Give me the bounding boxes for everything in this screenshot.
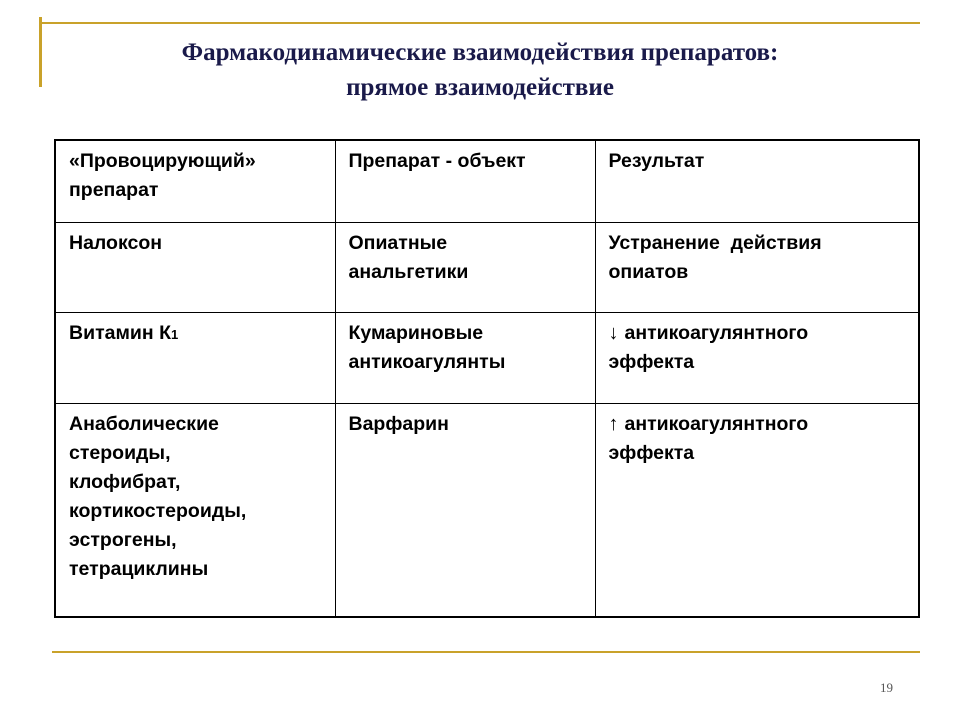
up-arrow-icon: ↑ <box>608 413 619 435</box>
cell-text: антикоагулянтного <box>624 322 809 344</box>
cell-text: Кумариновые <box>348 322 484 344</box>
cell-text: Анаболические <box>69 413 219 435</box>
header-text: Препарат - объект <box>348 150 526 172</box>
header-cell-target-drug <box>335 140 595 223</box>
cell-text: Опиатные <box>348 232 448 254</box>
table-cell <box>595 313 919 404</box>
header-cell-result <box>595 140 919 223</box>
table-row <box>55 313 919 404</box>
cell-text: антикоагулянты <box>348 351 506 373</box>
cell-text: эффекта <box>608 442 695 464</box>
slide-title-line1: Фармакодинамические взаимодействия препаратов: <box>181 39 779 66</box>
header-cell-provoking-drug <box>55 140 335 223</box>
table-header-row <box>55 140 919 223</box>
table-row <box>55 223 919 313</box>
table-cell <box>335 223 595 313</box>
header-text: препарат <box>69 179 159 201</box>
cell-text: Витамин К <box>69 322 171 344</box>
cell-text: эффекта <box>608 351 695 373</box>
table-cell <box>595 223 919 313</box>
table-cell <box>55 404 335 618</box>
table-row <box>55 404 919 618</box>
down-arrow-icon: ↓ <box>608 322 619 344</box>
table-cell <box>335 404 595 618</box>
decorative-frame-top <box>39 22 920 24</box>
interaction-table <box>54 139 920 618</box>
table-cell <box>55 223 335 313</box>
table-cell <box>595 404 919 618</box>
cell-text: Варфарин <box>348 413 449 435</box>
page-number: 19 <box>880 680 893 695</box>
cell-text: тетрациклины <box>69 558 209 580</box>
cell-text: анальгетики <box>348 261 469 283</box>
header-text: Результат <box>608 150 705 172</box>
cell-text: Налоксон <box>69 232 163 254</box>
cell-text: стероиды, <box>69 442 171 464</box>
table-cell <box>335 313 595 404</box>
table-cell <box>55 313 335 404</box>
cell-text: опиатов <box>608 261 689 283</box>
slide-title-line2: прямое взаимодействие <box>346 74 614 101</box>
subscript-text: 1 <box>170 327 179 342</box>
header-text: «Провоцирующий» <box>69 150 256 172</box>
cell-text: эстрогены, <box>69 529 177 551</box>
cell-text: кортикостероиды, <box>69 500 247 522</box>
cell-text: клофибрат, <box>69 471 181 493</box>
cell-text: Устранение действия <box>608 232 822 254</box>
decorative-footer-line <box>52 651 920 653</box>
cell-text: антикоагулянтного <box>624 413 809 435</box>
